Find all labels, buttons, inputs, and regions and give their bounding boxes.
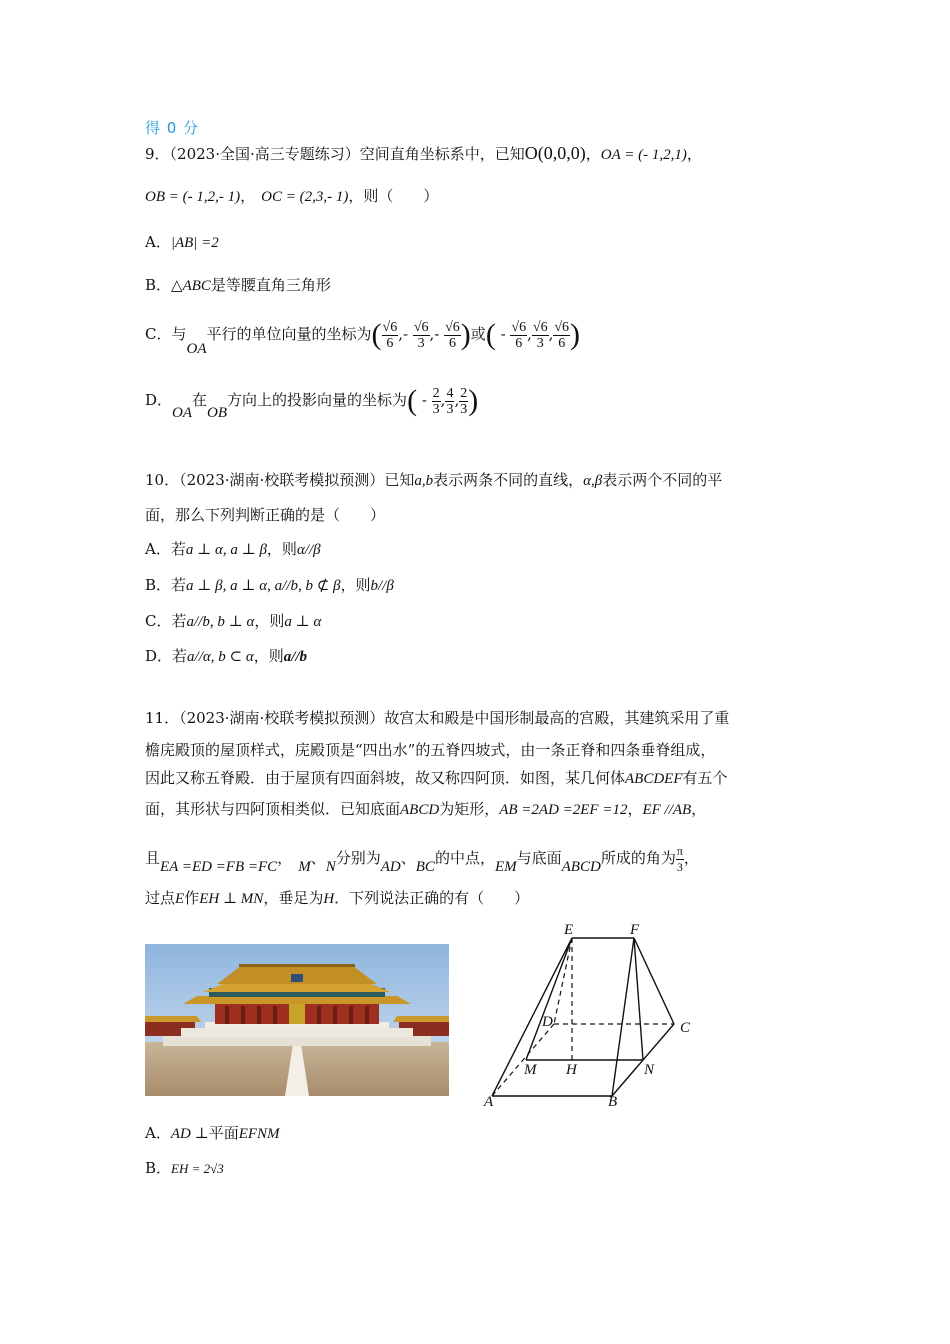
q10-stem: 10．（2023·湖南·校联考模拟预测）已知a,b表示两条不同的直线，α,β表示两个不同的平 bbox=[145, 471, 723, 489]
q11-line2: 檐庑殿顶的屋顶样式，庑殿顶是“四出水”的五脊四坡式，由一条正脊和四条垂脊组成， bbox=[145, 741, 716, 759]
q9-stem-cont: OB = (- 1,2,- 1)， OC = (2,3,- 1)，则（ ） bbox=[145, 187, 439, 205]
q11-line5: 且EA =ED =FB =FC， M、N分别为AD、BC的中点，EM与底面ABCD所成的角为 $\frac{\pi}{3}$ ， bbox=[145, 843, 699, 875]
q11-option-a[interactable]: A．AD ⊥平面EFNM bbox=[145, 1124, 280, 1142]
label-m: M bbox=[524, 1062, 537, 1078]
frac: $\frac{√6}{6}$ bbox=[382, 319, 398, 351]
q10-stem-cont: 面，那么下列判断正确的是（ ） bbox=[145, 506, 386, 524]
label-b: B bbox=[608, 1094, 618, 1110]
score-label: 得 0 分 bbox=[145, 119, 200, 137]
label-f: F bbox=[630, 922, 640, 938]
q11-line4: 面，其形状与四阿顶相类似．已知底面ABCD为矩形，AB =2AD =2EF =12，EF //AB， bbox=[145, 800, 707, 818]
q9-option-a[interactable]: A．|AB| =2 bbox=[145, 233, 219, 251]
polyhedron-figure bbox=[478, 918, 708, 1110]
q10-option-c[interactable]: C．若a//b, b ⊥ α，则a ⊥ α bbox=[145, 612, 322, 630]
q9-option-b[interactable]: B．△ABC是等腰直角三角形 bbox=[145, 276, 331, 294]
palace-photo bbox=[145, 944, 449, 1096]
q9-stem: 9．（2023·全国·高三专题练习）空间直角坐标系中，已知O(0,0,0)，OA = (- 1,2,1)， bbox=[145, 143, 702, 163]
q10-option-d[interactable]: D．若a//α, b ⊂ α，则a//b bbox=[145, 647, 308, 665]
label-h: H bbox=[566, 1062, 577, 1078]
q11-line1: 11．（2023·湖南·校联考模拟预测）故宫太和殿是中国形制最高的宫殿，其建筑采用了重 bbox=[145, 709, 730, 727]
label-e: E bbox=[564, 922, 574, 938]
label-a: A bbox=[484, 1094, 494, 1110]
q10-option-a[interactable]: A．若a ⊥ α, a ⊥ β，则α//β bbox=[145, 540, 321, 558]
label-c: C bbox=[680, 1020, 691, 1036]
label-n: N bbox=[644, 1062, 655, 1078]
q11-line6: 过点E作EH ⊥ MN，垂足为H．下列说法正确的有（ ） bbox=[145, 889, 530, 907]
pi-over-3: $\frac{\pi}{3}$ bbox=[676, 843, 683, 874]
q11-option-b[interactable]: B．EH = 2√3 bbox=[145, 1159, 224, 1177]
q9-option-c[interactable]: C．与OA平行的单位向量的坐标为( $\frac{√6}{6}$ ,- $\frac{√6}{3}$ ,- $\frac{√6}{6}$ )或( - $\frac{√6}{6}$ , $\frac{√6}{3}$ , $\frac{√6}{6}$ ) bbox=[145, 318, 581, 357]
q9-option-d[interactable]: D．OA在OB方向上的投影向量的坐标为( - $\frac{2}{3}$ , $\frac{4}{3}$ , $\frac{2}{3}$ ) bbox=[145, 384, 479, 421]
q11-line3: 因此又称五脊殿．由于屋顶有四面斜坡，故又称四阿顶．如图，某几何体ABCDEF有五个 bbox=[145, 769, 728, 787]
q10-option-b[interactable]: B．若a ⊥ β, a ⊥ α, a//b, b ⊄ β，则b//β bbox=[145, 576, 394, 594]
label-d: D bbox=[542, 1014, 553, 1030]
